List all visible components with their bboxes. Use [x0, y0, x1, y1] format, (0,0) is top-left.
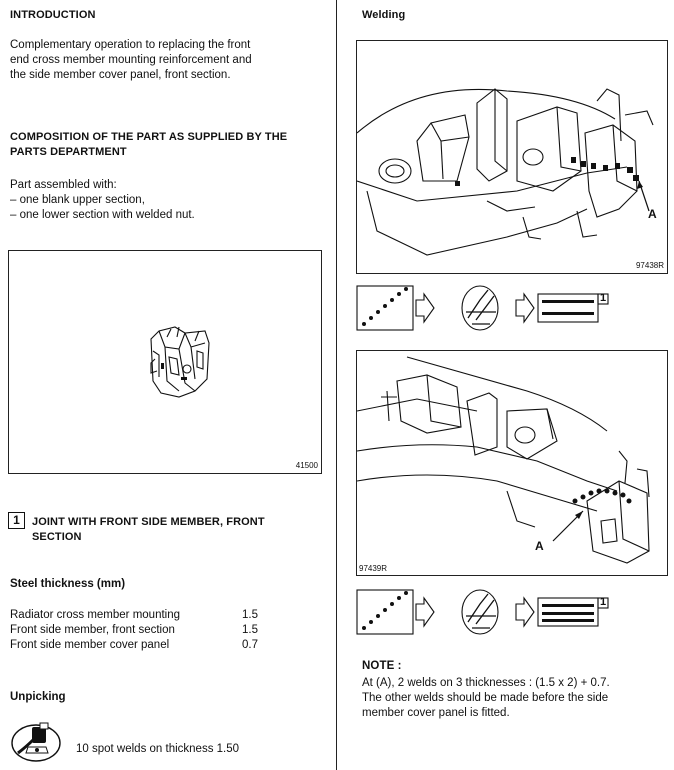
part-composition: [10, 178, 195, 223]
welding-heading: Welding: [362, 9, 406, 21]
table-row: [10, 608, 258, 623]
note-heading: NOTE :: [362, 660, 402, 672]
thickness-table: [10, 608, 258, 653]
unpicking-text: 10 spot welds on thickness 1.50: [76, 743, 240, 755]
sequence-label: 1: [599, 596, 607, 608]
thickness-value: 1.5: [242, 609, 258, 621]
thickness-part: Front side member cover panel: [10, 639, 170, 651]
figure-number: 97438R: [635, 261, 664, 270]
thickness-value: 0.7: [242, 639, 258, 651]
composition-heading-line: COMPOSITION OF THE PART AS SUPPLIED BY THE: [10, 131, 288, 143]
composition-heading-line: PARTS DEPARTMENT: [10, 146, 127, 158]
drill-icon: [8, 717, 64, 765]
part-item: – one blank upper section,: [10, 194, 145, 206]
column-divider: [336, 0, 337, 770]
note-line: member cover panel is fitted.: [362, 707, 510, 719]
joint-heading-line: JOINT WITH FRONT SIDE MEMBER, FRONT: [32, 516, 265, 528]
note-line: The other welds should be made before the side: [362, 692, 609, 704]
note-text: [362, 676, 668, 721]
introduction-text: [10, 38, 320, 83]
figure-number: 97439R: [359, 564, 388, 573]
unpicking-heading: Unpicking: [10, 691, 66, 703]
thickness-part: Front side member, front section: [10, 624, 175, 636]
figure-number: 41500: [295, 461, 318, 470]
weld-callout-a: A: [648, 207, 657, 221]
joint-heading: [32, 515, 265, 545]
weld-sequence-2: [356, 586, 666, 640]
side-member-illustration: [357, 41, 667, 273]
part-item: – one lower section with welded nut.: [10, 209, 195, 221]
welding-figure-2: [356, 350, 668, 576]
intro-line: the side member cover panel, front section.: [10, 69, 231, 81]
weld-callout-a: A: [535, 539, 544, 553]
table-row: [10, 623, 258, 638]
table-row: [10, 638, 258, 653]
part-intro: Part assembled with:: [10, 179, 117, 191]
joint-heading-line: SECTION: [32, 531, 82, 543]
note-line: At (A), 2 welds on 3 thicknesses : (1.5 x 2) + 0.7.: [362, 677, 610, 689]
thickness-value: 1.5: [242, 624, 258, 636]
sequence-label: 1: [599, 292, 607, 304]
joint-number-box: 1: [8, 512, 25, 529]
weld-sequence-1: [356, 282, 666, 336]
thickness-part: Radiator cross member mounting: [10, 609, 181, 621]
bracket-illustration: [9, 251, 321, 473]
composition-heading: [10, 130, 287, 160]
steel-thickness-heading: Steel thickness (mm): [10, 578, 126, 590]
intro-line: Complementary operation to replacing the front: [10, 39, 251, 51]
part-figure: [8, 250, 322, 474]
intro-line: end cross member mounting reinforcement and: [10, 54, 252, 66]
welding-figure-1: [356, 40, 668, 274]
side-member-illustration: [357, 351, 667, 575]
introduction-heading: INTRODUCTION: [10, 9, 96, 21]
